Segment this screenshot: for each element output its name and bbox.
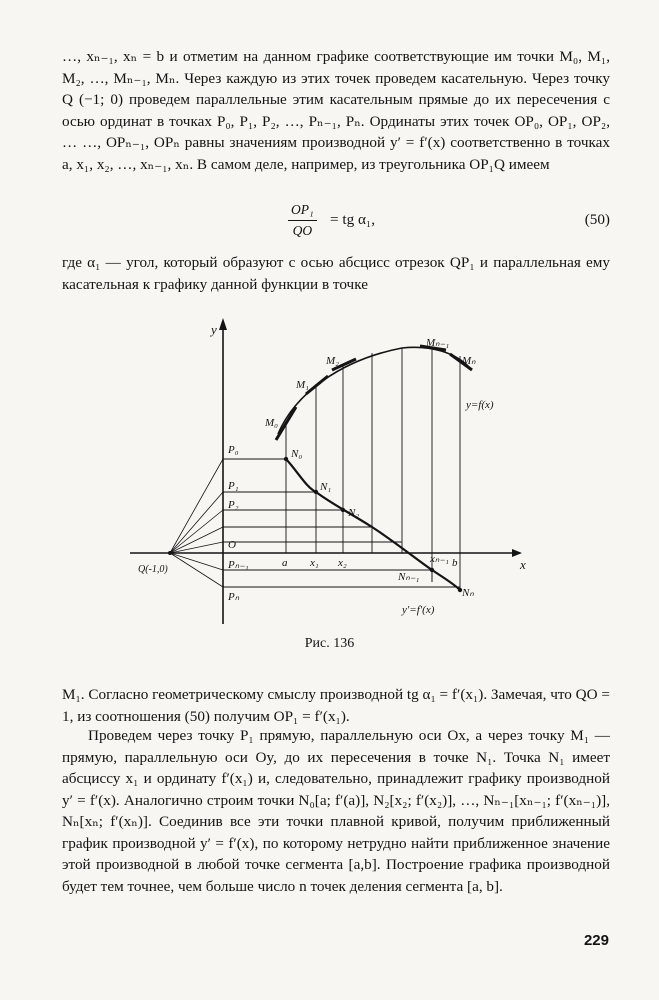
x-axis-label: x [520,557,526,572]
label-n1: N₁ [320,481,332,493]
label-m2: M₂ [326,355,339,367]
figure-136 [110,312,550,630]
curve-fprime-label: y′=f′(x) [402,604,435,616]
label-x1: x₁ [310,557,319,569]
label-nn: Nₙ [462,587,474,599]
label-n2: N₂ [348,507,360,519]
fraction-denominator: QO [292,223,313,238]
y-axis-arrow [219,318,227,330]
label-mn: Mₙ [462,355,476,367]
label-a: a [282,557,288,569]
label-p2: P₂ [228,499,239,511]
fraction [288,202,317,239]
paragraph-3: M₁. Согласно геометрическому смыслу производной tg α₁ = f′(x₁). Замечая, что QO = 1, из соотношения (50) получим OP₁ = f′(x₁). [62,686,610,725]
label-m0: M₀ [265,417,278,429]
label-b: b [452,557,458,569]
formula-50 [62,198,610,244]
equation-number: (50) [584,211,610,228]
paragraph-4: Проведем через точку P₁ прямую, параллельную оси Ox, а через точку M₁ — прямую, параллельную оси Oy, до их пересечения в точке N₁. Точка N₁ имеет абсциссу x₁ и ординату f′(x₁) и, следовательно, принадлежит графику производной y′ = f′(x). Аналогично строим точки N₀[a; f′(a)], N₂[x₂; f′(x₂)], …, Nₙ₋₁[xₙ₋₁; f′(xₙ₋₁)], Nₙ[xₙ; f′(xₙ)]. Соединив все эти точки плавной кривой, получим приближенный график производной y′ = f′(x), по которому нетрудно найти приближенное значение этой производной в любой точке сегмента [a,b]. Построение графика производной будет тем точнее, чем больше число n точек деления сегмента [a, b]. [62,727,610,895]
label-xn1: xₙ₋₁ [430,553,449,565]
y-axis-label: y [211,322,217,337]
label-n0: N₀ [291,448,303,460]
paragraph-2: где α₁ — угол, который образуют с осью абсцисс отрезок QP₁ и параллельная ему касательная к графику данной функции в точке [62,254,610,293]
label-nn1: Nₙ₋₁ [398,571,420,583]
label-pn1: Pₙ₋₁ [228,559,249,571]
label-mn1: Mₙ₋₁ [426,337,450,349]
x-axis-arrow [512,549,522,557]
formula-rhs: = tg α₁, [330,211,376,228]
label-pn: Pₙ [228,591,240,603]
label-m1: M₁ [296,379,309,391]
curve-f-label: y=f(x) [466,399,494,411]
fraction-numerator: OP₁ [288,202,317,221]
page-number: 229 [583,932,609,949]
origin-label: O [228,539,236,551]
figure-caption: Рис. 136 [304,636,355,651]
paragraph-1: …, xₙ₋₁, xₙ = b и отметим на данном графике соответствующие им точки M₀, M₁, M₂, …, Mₙ₋₁, Mₙ. Через каждую из этих точек проведем касательную. Через точку Q (−1; 0) проведем параллельные этим касательным прямые до их пересечения с осью ординат в точках P₀, P₁, P₂, …, Pₙ₋₁, Pₙ. Ординаты этих точек OP₀, OP₁, OP₂, … …, OPₙ₋₁, OPₙ равны значениям производной y′ = f′(x) соответственно в точках a, x₁, x₂, …, xₙ₋₁, xₙ. В самом деле, например, из треугольника OP₁Q имеем [62,48,610,173]
label-p0: P₀ [228,444,239,456]
label-x2: x₂ [338,557,347,569]
q-label: Q(-1,0) [138,564,168,575]
label-p1: P₁ [228,480,239,492]
